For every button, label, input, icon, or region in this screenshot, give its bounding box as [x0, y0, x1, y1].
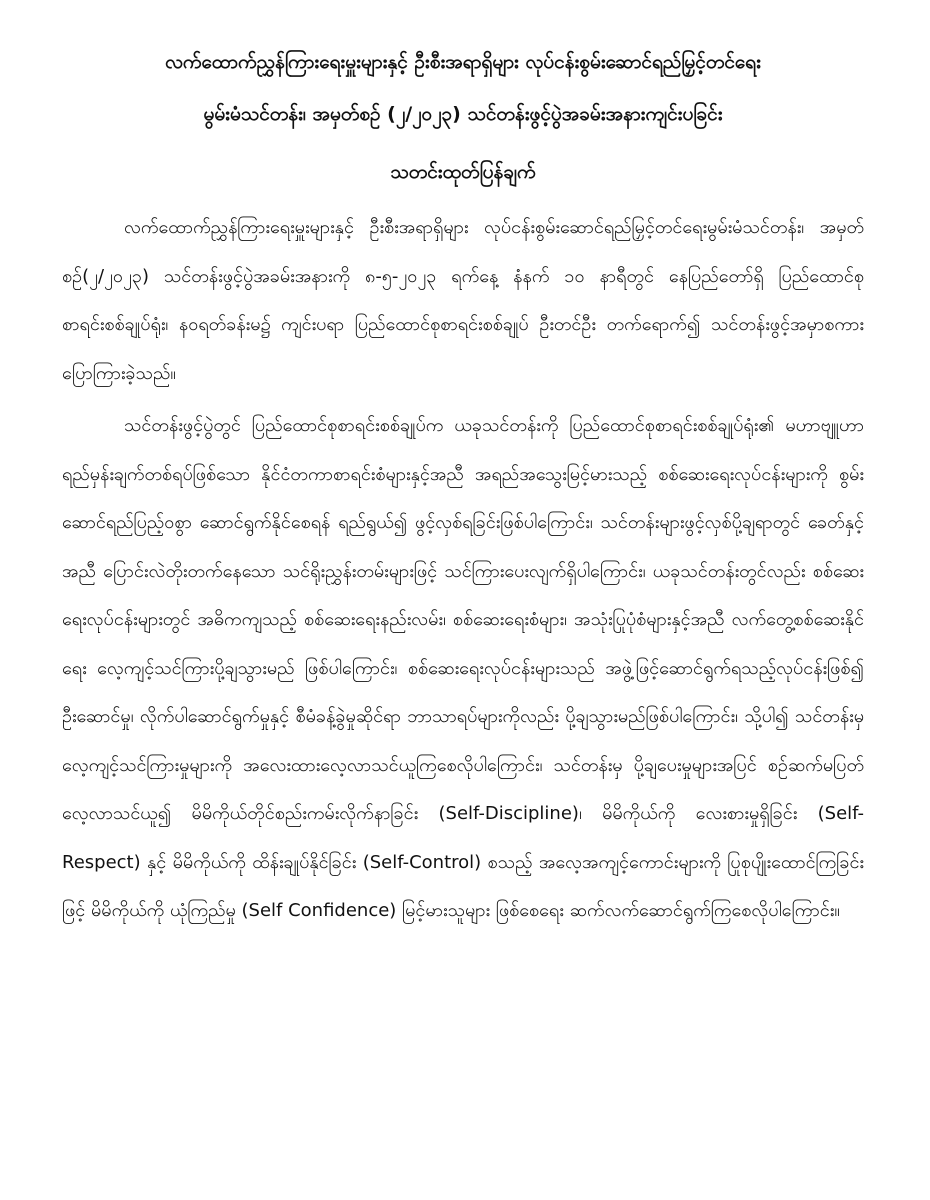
document-title-line-1: လက်ထောက်ညွှန်ကြားရေးမှူးများနှင့် ဦးစီးအရာရှိများ လုပ်ငန်းစွမ်းဆောင်ရည်မြှင့်တင်ရေး [165, 51, 761, 73]
document-title-line-2: မွမ်းမံသင်တန်း၊ အမှတ်စဉ် (၂/၂၀၂၃) သင်တန်းဖွင့်ပွဲအခမ်းအနားကျင်းပခြင်း [203, 103, 723, 125]
document-subtitle: သတင်းထုတ်ပြန်ချက် [390, 161, 536, 183]
paragraph-opening-ceremony: လက်ထောက်ညွှန်ကြားရေးမှူးများနှင့် ဦးစီးအရာရှိများ လုပ်ငန်းစွမ်းဆောင်ရည်မြှင့်တင်ရေးမွမ်းမံသင်တန်း၊ အမှတ်စဉ်(၂/၂၀၂၃) သင်တန်းဖွင့်ပွဲအခမ်းအနားကို ၈-၅-၂၀၂၃ ရက်နေ့ နံနက် ၁၀ နာရီတွင် နေပြည်တော်ရှိ ပြည်ထောင်စုစာရင်းစစ်ချုပ်ရုံး၊ န၀ရတ်ခန်းမ၌ ကျင်းပရာ ပြည်ထောင်စုစာရင်းစစ်ချုပ် ဦးတင်ဦး တက်ရောက်၍ သင်တန်းဖွင့်အမှာစကား ပြောကြားခဲ့သည်။ [62, 217, 864, 384]
paragraph-opening-speech: သင်တန်းဖွင့်ပွဲတွင် ပြည်ထောင်စုစာရင်းစစ်ချုပ်က ယခုသင်တန်းကို ပြည်ထောင်စုစာရင်းစစ်ချုပ်ရုံး၏ မဟာဗျူဟာရည်မှန်းချက်တစ်ရပ်ဖြစ်သော နိုင်ငံတကာစာရင်းစံများနှင့်အညီ အရည်အသွေးမြင့်မားသည့် စစ်ဆေးရေးလုပ်ငန်းများကို စွမ်းဆောင်ရည်ပြည့်ဝစွာ ဆောင်ရွက်နိုင်စေရန် ရည်ရွယ်၍ ဖွင့်လှစ်ရခြင်းဖြစ်ပါကြောင်း၊ သင်တန်းများဖွင့်လှစ်ပို့ချရာတွင် ခေတ်နှင့်အညီ ပြောင်းလဲတိုးတက်နေသော သင်ရိုးညွှန်းတမ်းများဖြင့် သင်ကြားပေးလျက်ရှိပါကြောင်း၊ ယခုသင်တန်းတွင်လည်း စစ်ဆေးရေးလုပ်ငန်းများတွင် အဓိကကျသည့် စစ်ဆေးရေးနည်းလမ်း၊ စစ်ဆေးရေးစံများ၊ အသုံးပြုပုံစံများနှင့်အညီ လက်တွေ့စစ်ဆေးနိုင်ရေး လေ့ကျင့်သင်ကြားပို့ချသွားမည် ဖြစ်ပါကြောင်း၊ စစ်ဆေးရေးလုပ်ငန်းများသည် အဖွဲ့ဖြင့်ဆောင်ရွက်ရသည့်လုပ်ငန်းဖြစ်၍ ဦးဆောင်မှု၊ လိုက်ပါဆောင်ရွက်မှုနှင့် စီမံခန့်ခွဲမှုဆိုင်ရာ ဘာသာရပ်များကိုလည်း ပို့ချသွားမည်ဖြစ်ပါကြောင်း၊ သို့ပါ၍ သင်တန်းမှ လေ့ကျင့်သင်ကြားမှုများကို အလေးထားလေ့လာသင်ယူကြစေလိုပါကြောင်း၊ သင်တန်းမှ ပို့ချပေးမှုများအပြင် စဉ်ဆက်မပြတ်လေ့လာသင်ယူ၍ မိမိကိုယ်တိုင်စည်းကမ်းလိုက်နာခြင်း (Self-Discipline)၊ မိမိကိုယ်ကို လေးစားမှုရှိခြင်း (Self-Respect) နှင့် မိမိကိုယ်ကို ထိန်းချုပ်နိုင်ခြင်း (Self-Control) စသည့် အလေ့အကျင့်ကောင်းများကို ပြုစုပျိုးထောင်ကြခြင်းဖြင့် မိမိကိုယ်ကို ယုံကြည်မှု (Self Confidence) မြင့်မားသူများ ဖြစ်စေရေး ဆက်လက်ဆောင်ရွက်ကြစေလိုပါကြောင်း။ [62, 415, 864, 921]
